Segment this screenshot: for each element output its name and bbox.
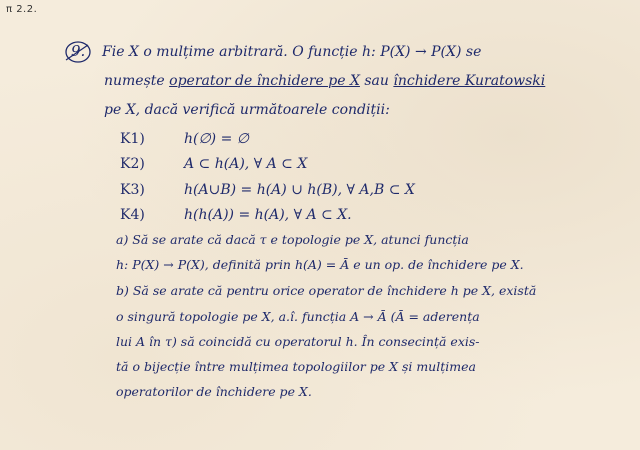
page-label: π 2.2. xyxy=(6,4,38,15)
condition-label-k3: K3) xyxy=(120,182,145,198)
intro-line-2 xyxy=(104,73,545,89)
intro-line-2-start: numește xyxy=(104,73,170,89)
part-line-3: b) Să se arate că pentru orice operator de închidere h pe X, există xyxy=(116,283,537,298)
condition-label-k2: K2) xyxy=(120,156,145,172)
term-kuratowski: închidere Kuratowski xyxy=(393,73,546,89)
part-line-7: operatorilor de închidere pe X. xyxy=(116,384,312,399)
intro-line-2-mid: sau xyxy=(359,73,394,89)
part-line-1: a) Să se arate că dacă τ e topologie pe X, atunci funcția xyxy=(116,232,469,247)
condition-text-k3: h(A∪B) = h(A) ∪ h(B), ∀ A,B ⊂ X xyxy=(184,182,415,198)
part-line-5: lui A în τ) să coincidă cu operatorul h. În consecință exis- xyxy=(116,334,480,349)
term-closure-operator: operator de închidere pe X xyxy=(169,73,360,89)
condition-text-k4: h(h(A)) = h(A), ∀ A ⊂ X. xyxy=(184,207,352,223)
condition-text-k2: A ⊂ h(A), ∀ A ⊂ X xyxy=(184,156,308,172)
condition-label-k4: K4) xyxy=(120,207,145,223)
part-line-6: tă o bijecție între mulțimea topologiilor pe X și mulțimea xyxy=(116,359,476,374)
condition-text-k1: h(∅) = ∅ xyxy=(184,131,249,147)
intro-line-1: Fie X o mulțime arbitrară. O funcție h: P(X) → P(X) se xyxy=(102,44,482,60)
part-line-4: o singură topologie pe X, a.î. funcția A → Ā (Ā = aderența xyxy=(116,309,480,324)
intro-line-3: pe X, dacă verifică următoarele condiții: xyxy=(104,102,390,118)
problem-number-circle xyxy=(64,40,92,64)
problem-number: 9. xyxy=(71,42,86,60)
condition-label-k1: K1) xyxy=(120,131,145,147)
part-line-2: h: P(X) → P(X), definită prin h(A) = Ā e un op. de închidere pe X. xyxy=(116,257,524,272)
